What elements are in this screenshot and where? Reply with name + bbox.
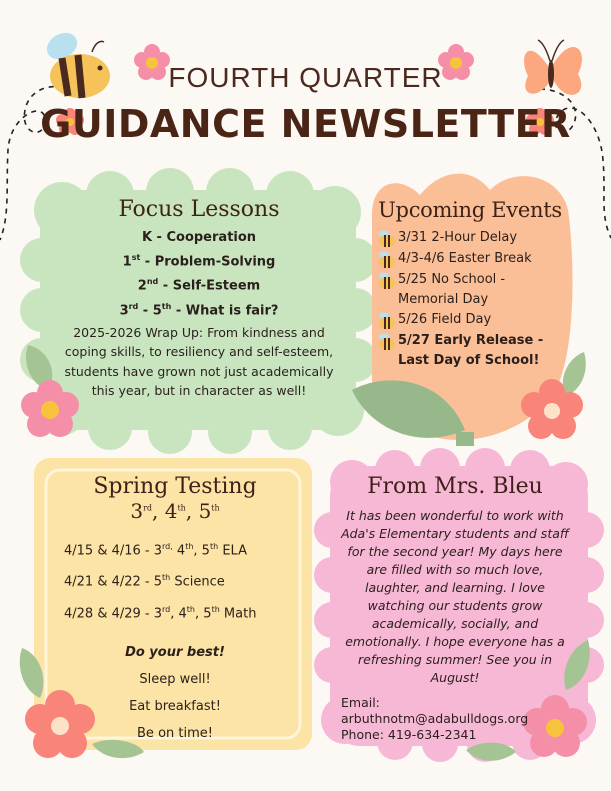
- event-item: 3/31 2-Hour Delay: [376, 228, 564, 249]
- bee-icon: [376, 311, 398, 331]
- testing-grades: 3rd, 4th, 5th: [130, 499, 220, 523]
- testing-motto: Do your best!: [125, 644, 225, 660]
- mrs-bleu-section: [337, 474, 573, 743]
- testing-tip: Be on time!: [137, 725, 213, 741]
- phone-number: Phone: 419-634-2341: [341, 727, 477, 742]
- bee-icon: [376, 332, 398, 352]
- bleu-contact: [337, 695, 573, 743]
- testing-row: 4/15 & $4/16 - 3^{rd,}$ 4th, 5th ELA: [64, 542, 247, 559]
- event-item: 5/25 No School - Memorial Day: [376, 270, 564, 310]
- events-heading: Upcoming Events: [378, 198, 562, 222]
- lesson-item: 2nd - Self-Esteem: [137, 277, 261, 294]
- wrapup-text: 2025-2026 Wrap Up: From kindness and coping skills, to resiliency and self-esteem, students have grown not just academically this year, but in character as well!: [64, 324, 334, 399]
- event-item: 4/3-4/6 Easter Break: [376, 249, 564, 270]
- testing-row: 4/21 & 4/22 - 5th Science: [64, 573, 225, 590]
- focus-lessons-section: [58, 197, 340, 401]
- bee-icon: [376, 229, 398, 249]
- event-item: 5/27 Early Release - Last Day of School!: [376, 331, 564, 371]
- bleu-heading: From Mrs. Bleu: [367, 474, 543, 499]
- focus-heading: Focus Lessons: [118, 197, 280, 222]
- upcoming-events-section: [376, 198, 564, 371]
- bee-icon: [376, 250, 398, 270]
- event-item: 5/26 Field Day: [376, 310, 564, 331]
- testing-row: 4/28 & 4/29 - 3rd, 4th, 5th Math: [64, 604, 257, 621]
- lesson-item: 3rd - 5th - What is fair?: [119, 301, 279, 318]
- testing-tip: Eat breakfast!: [129, 698, 221, 714]
- lesson-item: K - Cooperation: [141, 230, 257, 245]
- newsletter-title: GUIDANCE NEWSLETTER: [40, 102, 571, 146]
- leaf-icon: [563, 352, 586, 396]
- testing-heading: Spring Testing: [93, 474, 257, 499]
- email-link[interactable]: arbuthnotm@adabulldogs.org: [341, 711, 529, 726]
- spring-testing-section: [50, 474, 300, 747]
- email-label: Email:: [341, 695, 380, 710]
- bee-icon: [376, 271, 398, 291]
- bleu-message: It has been wonderful to work with Ada's Elementary students and staff for the second year! My days here are filled with so much love, laughter, and learning. I love watching our students grow academically, socially, and emotionally. I hope everyone has a refreshing summer! See you in August!: [341, 508, 569, 685]
- testing-tip: Sleep well!: [139, 671, 211, 687]
- newsletter-subtitle: FOURTH QUARTER: [168, 62, 443, 93]
- lesson-item: 1st - Problem-Solving: [122, 253, 276, 270]
